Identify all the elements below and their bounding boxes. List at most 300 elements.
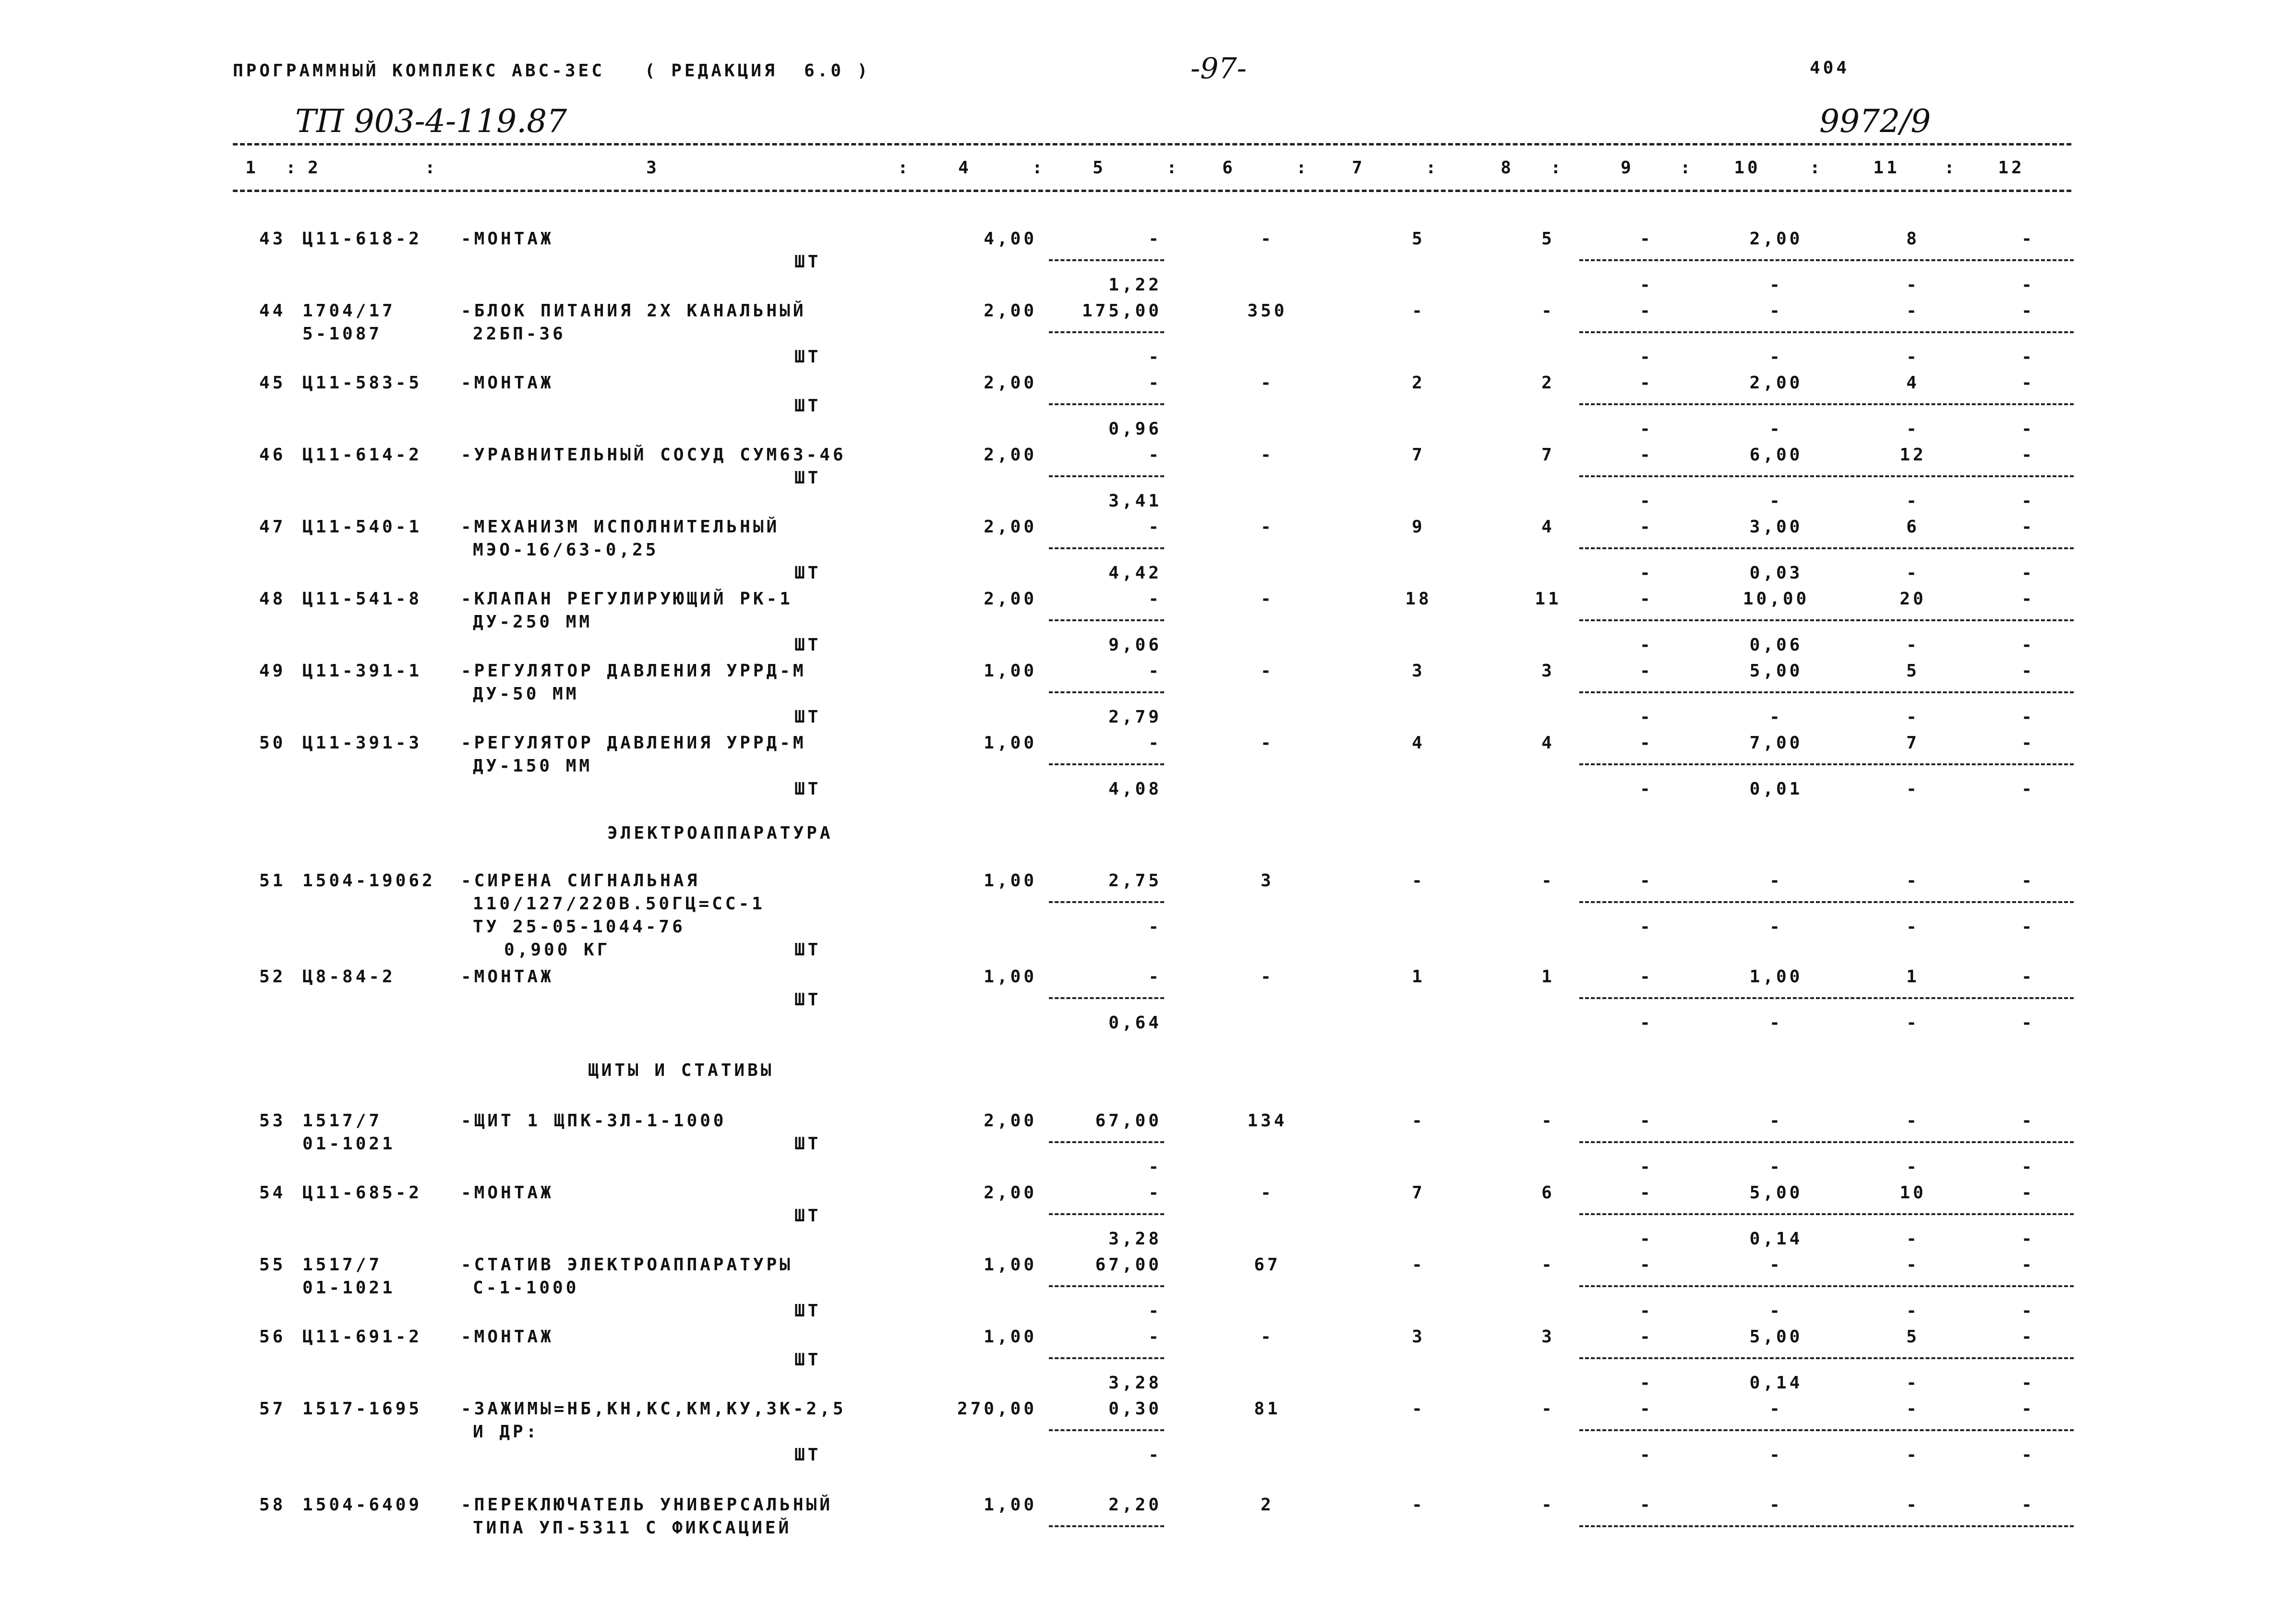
col-11-value: - (1906, 1495, 1920, 1515)
col-10-sub: - (1769, 1445, 1783, 1465)
item-description: -МОНТАЖ (461, 1183, 554, 1203)
unit-price-divider (1049, 331, 1164, 333)
price-code: 1517-1695 (302, 1399, 422, 1419)
col-9-value: - (1640, 517, 1653, 537)
col-11-value: 5 (1906, 1327, 1920, 1347)
col-8-value: 11 (1535, 589, 1562, 609)
item-description: -РЕГУЛЯТОР ДАВЛЕНИЯ УРРД-М (461, 661, 806, 681)
item-description-line2: ДУ-250 ММ (473, 612, 593, 632)
col-10-sub: - (1769, 419, 1783, 439)
col-12-sub: - (2021, 1229, 2035, 1249)
right-block-divider (1579, 763, 2074, 765)
col-12-sub: - (2021, 707, 2035, 727)
col-10-value: 1,00 (1749, 967, 1803, 987)
unit-price: - (1148, 589, 1162, 609)
col-10-value: - (1769, 1399, 1783, 1419)
col-11-sub: - (1906, 707, 1920, 727)
right-block-divider (1579, 331, 2074, 333)
col-7-value: 2 (1412, 373, 1425, 393)
price-code: Ц11-583-5 (302, 373, 422, 393)
item-description-line4: 0,900 КГ (504, 940, 611, 960)
row-number: 50 (259, 733, 286, 753)
unit-price: - (1148, 967, 1162, 987)
unit-price-divider (1049, 763, 1164, 765)
col-10-value: - (1769, 1111, 1783, 1131)
item-description: -МОНТАЖ (461, 373, 554, 393)
right-block-divider (1579, 1213, 2074, 1215)
col-10-sub: - (1769, 491, 1783, 511)
col-9-value: - (1640, 967, 1653, 987)
col-10-value: - (1769, 1255, 1783, 1275)
col-8-value: 4 (1541, 733, 1555, 753)
total-cost: - (1261, 1183, 1274, 1203)
price-code-line2: 01-1021 (302, 1278, 396, 1298)
unit-price-labour: 1,22 (1108, 275, 1162, 295)
row-number: 53 (259, 1111, 286, 1131)
col-11-value: 8 (1906, 229, 1920, 249)
price-code: Ц11-540-1 (302, 517, 422, 537)
column-separator: : (425, 158, 438, 178)
col-12-value: - (2021, 589, 2035, 609)
col-10-value: - (1769, 1495, 1783, 1515)
col-12-value: - (2021, 661, 2035, 681)
col-9-sub: - (1640, 1373, 1653, 1393)
col-10-sub: 0,01 (1749, 779, 1803, 799)
col-12-value: - (2021, 373, 2035, 393)
item-description: -СТАТИВ ЭЛЕКТРОАППАРАТУРЫ (461, 1255, 793, 1275)
col-9-value: - (1640, 1495, 1653, 1515)
col-8-value: - (1541, 301, 1555, 321)
col-9-sub: - (1640, 917, 1653, 937)
col-10-value: 3,00 (1749, 517, 1803, 537)
col-9-sub: - (1640, 1445, 1653, 1465)
item-description: -СИРЕНА СИГНАЛЬНАЯ (461, 871, 700, 891)
unit-price-divider (1049, 901, 1164, 903)
col-9-sub: - (1640, 419, 1653, 439)
quantity: 2,00 (984, 1111, 1037, 1131)
unit-label: ШТ (794, 779, 821, 799)
unit-price: 67,00 (1095, 1255, 1162, 1275)
unit-price: 0,30 (1108, 1399, 1162, 1419)
col-11-sub: - (1906, 917, 1920, 937)
col-11-value: 6 (1906, 517, 1920, 537)
price-code-line2: 01-1021 (302, 1134, 396, 1154)
col-12-value: - (2021, 445, 2035, 465)
col-9-value: - (1640, 1111, 1653, 1131)
unit-price-labour: 2,79 (1108, 707, 1162, 727)
total-cost: - (1261, 229, 1274, 249)
total-cost: - (1261, 967, 1274, 987)
header-rule-bottom (233, 190, 2071, 192)
quantity: 4,00 (984, 229, 1037, 249)
item-description: -РЕГУЛЯТОР ДАВЛЕНИЯ УРРД-М (461, 733, 806, 753)
col-12-value: - (2021, 1183, 2035, 1203)
col-10-value: 2,00 (1749, 373, 1803, 393)
col-10-sub: - (1769, 707, 1783, 727)
column-number-7: 7 (1352, 158, 1365, 178)
col-11-value: 4 (1906, 373, 1920, 393)
col-9-sub: - (1640, 779, 1653, 799)
col-7-value: 7 (1412, 1183, 1425, 1203)
column-number-6: 6 (1222, 158, 1236, 178)
col-9-value: - (1640, 373, 1653, 393)
col-9-sub: - (1640, 563, 1653, 583)
col-11-value: - (1906, 301, 1920, 321)
unit-price-divider (1049, 259, 1164, 261)
right-block-divider (1579, 475, 2074, 477)
col-12-value: - (2021, 967, 2035, 987)
unit-price: 67,00 (1095, 1111, 1162, 1131)
section-electroapparatus: ЭЛЕКТРОАППАРАТУРА (607, 823, 833, 843)
col-12-sub: - (2021, 917, 2035, 937)
total-cost: - (1261, 1327, 1274, 1347)
col-11-value: 10 (1899, 1183, 1926, 1203)
col-8-value: - (1541, 1111, 1555, 1131)
right-block-divider (1579, 901, 2074, 903)
col-7-value: 18 (1405, 589, 1432, 609)
col-11-sub: - (1906, 779, 1920, 799)
unit-price-labour: 0,96 (1108, 419, 1162, 439)
item-description: -БЛОК ПИТАНИЯ 2Х КАНАЛЬНЫЙ (461, 301, 806, 321)
quantity: 2,00 (984, 589, 1037, 609)
unit-price-divider (1049, 1213, 1164, 1215)
total-cost: - (1261, 445, 1274, 465)
column-separator: : (1810, 158, 1823, 178)
col-12-value: - (2021, 733, 2035, 753)
item-description: -МОНТАЖ (461, 967, 554, 987)
col-9-value: - (1640, 871, 1653, 891)
unit-price: - (1148, 733, 1162, 753)
row-number: 56 (259, 1327, 286, 1347)
column-separator: : (1944, 158, 1958, 178)
unit-price-labour: 3,41 (1108, 491, 1162, 511)
col-11-value: 12 (1899, 445, 1926, 465)
col-12-value: - (2021, 1495, 2035, 1515)
item-description-line2: 22БП-36 (473, 324, 566, 344)
col-8-value: 6 (1541, 1183, 1555, 1203)
item-description-line2: ДУ-50 ММ (473, 684, 579, 704)
total-cost: - (1261, 517, 1274, 537)
col-12-sub: - (2021, 419, 2035, 439)
col-10-value: 10,00 (1743, 589, 1810, 609)
col-11-sub: - (1906, 1373, 1920, 1393)
col-9-value: - (1640, 1327, 1653, 1347)
total-cost: - (1261, 661, 1274, 681)
col-8-value: - (1541, 871, 1555, 891)
col-8-value: 3 (1541, 661, 1555, 681)
item-description-line3: ТУ 25-05-1044-76 (473, 917, 685, 937)
unit-price-labour: 9,06 (1108, 635, 1162, 655)
col-8-value: - (1541, 1255, 1555, 1275)
quantity: 1,00 (984, 1495, 1037, 1515)
column-separator: : (1296, 158, 1310, 178)
item-description: -МОНТАЖ (461, 229, 554, 249)
col-10-sub: 0,14 (1749, 1229, 1803, 1249)
quantity: 2,00 (984, 517, 1037, 537)
col-11-sub: - (1906, 1445, 1920, 1465)
unit-price-divider (1049, 1525, 1164, 1527)
right-block-divider (1579, 1525, 2074, 1527)
col-9-sub: - (1640, 347, 1653, 367)
col-8-value: - (1541, 1495, 1555, 1515)
quantity: 1,00 (984, 1255, 1037, 1275)
unit-price: - (1148, 445, 1162, 465)
quantity: 2,00 (984, 1183, 1037, 1203)
unit-price-labour: - (1148, 1157, 1162, 1177)
unit-price: 175,00 (1082, 301, 1162, 321)
right-block-divider (1579, 619, 2074, 621)
col-9-value: - (1640, 589, 1653, 609)
quantity: 1,00 (984, 733, 1037, 753)
col-11-sub: - (1906, 563, 1920, 583)
col-12-value: - (2021, 1327, 2035, 1347)
program-title: ПРОГРАММНЫЙ КОМПЛЕКС АВС-3ЕС ( РЕДАКЦИЯ 6.0 ) (233, 61, 871, 81)
total-cost: 350 (1247, 301, 1287, 321)
item-description-line2: МЭО-16/63-0,25 (473, 540, 659, 560)
row-number: 57 (259, 1399, 286, 1419)
col-10-sub: 0,06 (1749, 635, 1803, 655)
col-10-value: - (1769, 301, 1783, 321)
column-separator: : (1426, 158, 1439, 178)
unit-label: ШТ (794, 707, 821, 727)
total-cost: - (1261, 733, 1274, 753)
price-code: Ц11-618-2 (302, 229, 422, 249)
col-9-sub: - (1640, 1013, 1653, 1033)
item-description-line2: ТИПА УП-5311 С ФИКСАЦИЕЙ (473, 1518, 792, 1538)
row-number: 51 (259, 871, 286, 891)
unit-price: - (1148, 1183, 1162, 1203)
col-12-sub: - (2021, 1445, 2035, 1465)
unit-price: 2,75 (1108, 871, 1162, 891)
row-number: 45 (259, 373, 286, 393)
col-12-sub: - (2021, 1373, 2035, 1393)
col-8-value: 4 (1541, 517, 1555, 537)
col-12-sub: - (2021, 1157, 2035, 1177)
right-block-divider (1579, 403, 2074, 405)
col-7-value: - (1412, 1111, 1425, 1131)
col-8-value: 7 (1541, 445, 1555, 465)
right-block-divider (1579, 1285, 2074, 1287)
right-block-divider (1579, 1141, 2074, 1143)
unit-price-labour: - (1148, 917, 1162, 937)
sheet-number: 404 (1810, 58, 1850, 78)
quantity: 1,00 (984, 967, 1037, 987)
col-11-sub: - (1906, 1157, 1920, 1177)
col-10-sub: 0,03 (1749, 563, 1803, 583)
right-block-divider (1579, 259, 2074, 261)
col-12-sub: - (2021, 563, 2035, 583)
column-number-9: 9 (1621, 158, 1634, 178)
price-code: 1704/17 (302, 301, 396, 321)
col-7-value: - (1412, 301, 1425, 321)
col-11-value: - (1906, 1255, 1920, 1275)
col-12-value: - (2021, 1111, 2035, 1131)
price-code: 1517/7 (302, 1255, 383, 1275)
price-code: 1504-19062 (302, 871, 435, 891)
price-code-line2: 5-1087 (302, 324, 383, 344)
col-7-value: 5 (1412, 229, 1425, 249)
col-8-value: 2 (1541, 373, 1555, 393)
col-10-sub: - (1769, 1301, 1783, 1321)
col-7-value: - (1412, 871, 1425, 891)
right-block-divider (1579, 691, 2074, 693)
quantity: 1,00 (984, 871, 1037, 891)
column-number-4: 4 (958, 158, 972, 178)
row-number: 46 (259, 445, 286, 465)
unit-price-labour: 4,08 (1108, 779, 1162, 799)
quantity: 270,00 (957, 1399, 1037, 1419)
unit-label: ШТ (794, 1134, 821, 1154)
col-10-sub: - (1769, 917, 1783, 937)
price-code: Ц11-391-3 (302, 733, 422, 753)
unit-price-divider (1049, 475, 1164, 477)
col-8-value: 5 (1541, 229, 1555, 249)
col-11-value: - (1906, 1111, 1920, 1131)
unit-price-divider (1049, 997, 1164, 999)
col-7-value: - (1412, 1255, 1425, 1275)
col-12-value: - (2021, 1399, 2035, 1419)
unit-label: ШТ (794, 635, 821, 655)
col-7-value: 7 (1412, 445, 1425, 465)
col-8-value: - (1541, 1399, 1555, 1419)
col-10-sub: - (1769, 347, 1783, 367)
unit-price-labour: 0,64 (1108, 1013, 1162, 1033)
unit-label: ШТ (794, 940, 821, 960)
unit-price-labour: 3,28 (1108, 1373, 1162, 1393)
total-cost: 67 (1254, 1255, 1281, 1275)
col-11-sub: - (1906, 275, 1920, 295)
row-number: 48 (259, 589, 286, 609)
price-code: Ц8-84-2 (302, 967, 396, 987)
col-9-value: - (1640, 1255, 1653, 1275)
column-separator: : (1680, 158, 1694, 178)
total-cost: 81 (1254, 1399, 1281, 1419)
unit-price-divider (1049, 1357, 1164, 1359)
right-block-divider (1579, 547, 2074, 549)
price-code: Ц11-614-2 (302, 445, 422, 465)
col-10-value: 2,00 (1749, 229, 1803, 249)
item-description: -ПЕРЕКЛЮЧАТЕЛЬ УНИВЕРСАЛЬНЫЙ (461, 1495, 833, 1515)
quantity: 2,00 (984, 373, 1037, 393)
item-description: -УРАВНИТЕЛЬНЫЙ СОСУД СУМ63-46 (461, 445, 846, 465)
total-cost: - (1261, 373, 1274, 393)
col-7-value: - (1412, 1495, 1425, 1515)
col-9-sub: - (1640, 1157, 1653, 1177)
col-11-value: - (1906, 1399, 1920, 1419)
unit-price-divider (1049, 1141, 1164, 1143)
col-12-sub: - (2021, 1013, 2035, 1033)
col-12-sub: - (2021, 347, 2035, 367)
item-description: -КЛАПАН РЕГУЛИРУЮЩИЙ РК-1 (461, 589, 793, 609)
item-description-line2: И ДР: (473, 1422, 540, 1442)
price-code: Ц11-541-8 (302, 589, 422, 609)
row-number: 55 (259, 1255, 286, 1275)
column-separator: : (898, 158, 911, 178)
unit-label: ШТ (794, 563, 821, 583)
col-10-value: - (1769, 871, 1783, 891)
unit-price-labour: 4,42 (1108, 563, 1162, 583)
item-description-line2: 110/127/220В.50ГЦ=СС-1 (473, 894, 765, 914)
unit-label: ШТ (794, 252, 821, 272)
column-number-3: 3 (646, 158, 660, 178)
row-number: 44 (259, 301, 286, 321)
col-11-sub: - (1906, 419, 1920, 439)
row-number: 52 (259, 967, 286, 987)
unit-price-divider (1049, 403, 1164, 405)
unit-label: ШТ (794, 1350, 821, 1370)
col-7-value: - (1412, 1399, 1425, 1419)
row-number: 58 (259, 1495, 286, 1515)
col-7-value: 4 (1412, 733, 1425, 753)
col-10-value: 7,00 (1749, 733, 1803, 753)
column-number-8: 8 (1501, 158, 1514, 178)
price-code: 1504-6409 (302, 1495, 422, 1515)
col-9-value: - (1640, 445, 1653, 465)
column-number-2: 2 (308, 158, 321, 178)
col-10-sub: - (1769, 1157, 1783, 1177)
col-11-sub: - (1906, 347, 1920, 367)
total-cost: 3 (1261, 871, 1274, 891)
unit-price: - (1148, 661, 1162, 681)
col-10-value: 5,00 (1749, 661, 1803, 681)
col-11-value: - (1906, 871, 1920, 891)
unit-price-labour: - (1148, 1445, 1162, 1465)
column-number-12: 12 (1998, 158, 2025, 178)
col-9-sub: - (1640, 1229, 1653, 1249)
document-number: 9972/9 (1819, 103, 1931, 140)
unit-price-divider (1049, 1429, 1164, 1431)
unit-label: ШТ (794, 990, 821, 1010)
column-number-10: 10 (1734, 158, 1761, 178)
unit-price-divider (1049, 547, 1164, 549)
col-12-value: - (2021, 1255, 2035, 1275)
item-description-line2: С-1-1000 (473, 1278, 579, 1298)
unit-label: ШТ (794, 1445, 821, 1465)
total-cost: 134 (1247, 1111, 1287, 1131)
quantity: 1,00 (984, 1327, 1037, 1347)
column-separator: : (1032, 158, 1046, 178)
col-10-sub: - (1769, 1013, 1783, 1033)
header-rule-top (233, 143, 2071, 145)
unit-price-divider (1049, 1285, 1164, 1287)
col-8-value: 1 (1541, 967, 1555, 987)
col-9-value: - (1640, 661, 1653, 681)
col-11-value: 20 (1899, 589, 1926, 609)
col-12-sub: - (2021, 779, 2035, 799)
right-block-divider (1579, 997, 2074, 999)
unit-label: ШТ (794, 347, 821, 367)
col-12-sub: - (2021, 1301, 2035, 1321)
col-9-sub: - (1640, 275, 1653, 295)
unit-label: ШТ (794, 1301, 821, 1321)
unit-price: 2,20 (1108, 1495, 1162, 1515)
col-10-sub: 0,14 (1749, 1373, 1803, 1393)
column-number-5: 5 (1093, 158, 1106, 178)
unit-price-labour: - (1148, 1301, 1162, 1321)
col-11-sub: - (1906, 1229, 1920, 1249)
col-9-value: - (1640, 1399, 1653, 1419)
col-12-sub: - (2021, 491, 2035, 511)
col-10-value: 6,00 (1749, 445, 1803, 465)
unit-label: ШТ (794, 468, 821, 488)
unit-label: ШТ (794, 1206, 821, 1226)
col-9-sub: - (1640, 707, 1653, 727)
col-7-value: 3 (1412, 1327, 1425, 1347)
col-9-value: - (1640, 733, 1653, 753)
unit-label: ШТ (794, 396, 821, 416)
unit-price: - (1148, 517, 1162, 537)
col-11-value: 5 (1906, 661, 1920, 681)
